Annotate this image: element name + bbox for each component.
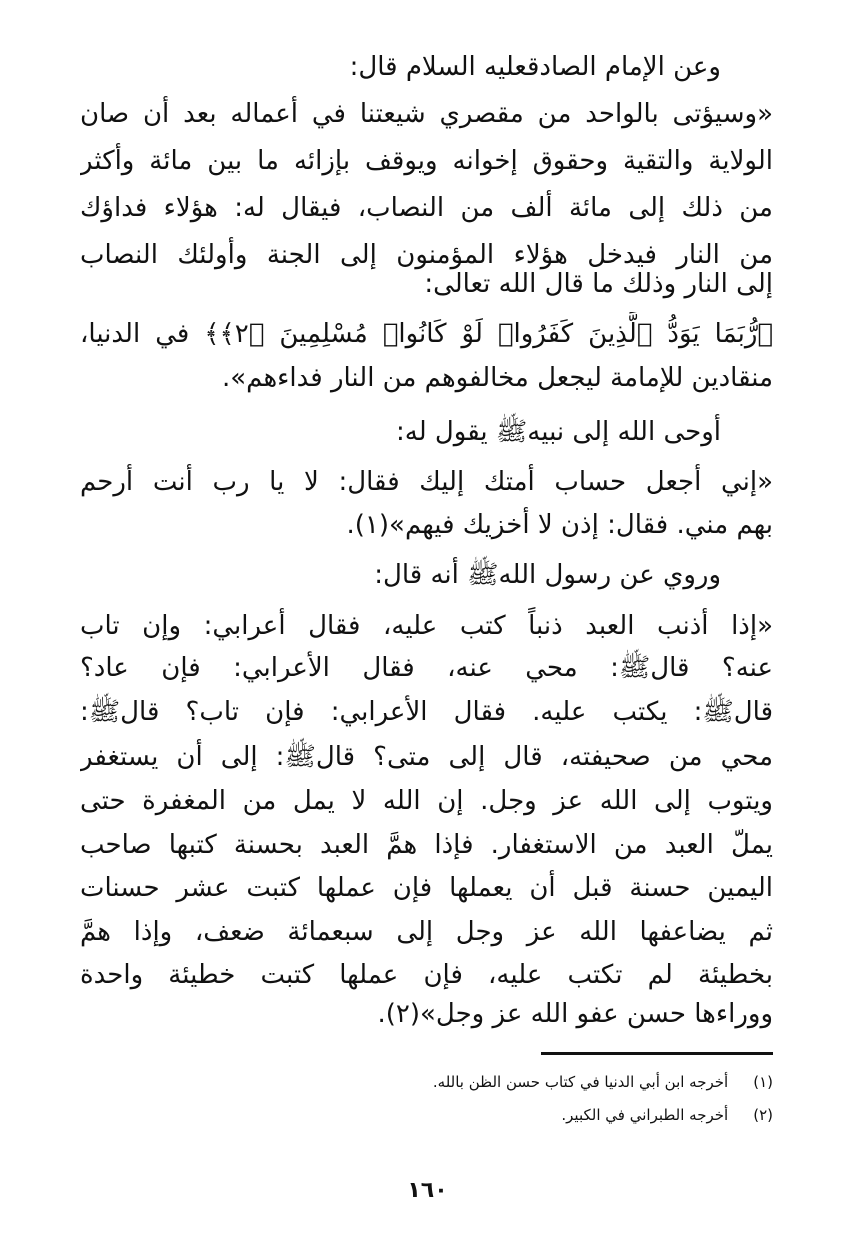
text-line: بهم مني. فقال: إذن لا أخزيك فيهم»(١). xyxy=(346,510,773,540)
footnote-1-text: أخرجه ابن أبي الدنيا في كتاب حسن الظن بالله. xyxy=(432,1073,729,1091)
footnote-2 xyxy=(200,1101,773,1129)
text-line: من النار فيدخل هؤلاء المؤمنون إلى الجنة وأولئك النصاب xyxy=(80,240,773,270)
text-line: محي من صحيفته، قال إلى متى؟ قالﷺ: إلى أن يستغفر xyxy=(80,742,773,772)
text-line-imam-sadiq-intro: وعن الإمام الصادقعليه السلام قال: xyxy=(349,52,721,82)
text-line: ووراءها حسن عفو الله عز وجل»(٢). xyxy=(377,999,773,1029)
text-line: منقادين للإمامة ليجعل مخالفوهم من النار فداءهم». xyxy=(221,363,773,393)
footnote-2-number: (٢) xyxy=(753,1106,773,1124)
text-line: «وسيؤتى بالواحد من مقصري شيعتنا في أعماله بعد أن صان xyxy=(80,99,773,129)
text-line: الولاية والتقية وحقوق إخوانه ويوقف بإزائه ما بين مائة وأكثر xyxy=(80,146,773,176)
text-line: من ذلك إلى مائة ألف من النصاب، فيقال له: هؤلاء فداؤك xyxy=(80,193,773,223)
text-line-revelation-intro: أوحى الله إلى نبيهﷺ يقول له: xyxy=(396,417,721,447)
text-line-prophet-intro: وروي عن رسول اللهﷺ أنه قال: xyxy=(374,560,721,590)
quran-verse-line: ﴿رُّبَمَا يَوَدُّ ٱلَّذِينَ كَفَرُوا۟ لَوْ كَانُوا۟ مُسْلِمِينَ ﴿٢﴾﴾ في الدنيا، xyxy=(80,319,773,349)
text-line: عنه؟ قالﷺ: محي عنه، فقال الأعرابي: فإن عاد؟ xyxy=(80,653,773,683)
text-line: ويتوب إلى الله عز وجل. إن الله لا يمل من المغفرة حتى xyxy=(80,786,773,816)
text-line: بخطيئة لم تكتب عليه، فإن عملها كتبت خطيئة واحدة xyxy=(80,960,773,990)
text-line: إلى النار وذلك ما قال الله تعالى: xyxy=(424,269,773,299)
footnote-1-number: (١) xyxy=(753,1073,773,1091)
footnote-1 xyxy=(200,1068,773,1096)
text-line: اليمين حسنة قبل أن يعملها فإن عملها كتبت عشر حسنات xyxy=(80,873,773,903)
page-number: ١٦٠ xyxy=(407,1178,448,1203)
text-line: «إني أجعل حساب أمتك إليك فقال: لا يا رب أنت أرحم xyxy=(80,467,773,497)
footnote-separator xyxy=(541,1052,773,1055)
text-line: «إذا أذنب العبد ذنباً كتب عليه، فقال أعرابي: وإن تاب xyxy=(80,611,773,641)
text-line: قالﷺ: يكتب عليه. فقال الأعرابي: فإن تاب؟ قالﷺ: xyxy=(80,697,773,727)
text-line: يملّ العبد من الاستغفار. فإذا همَّ العبد بحسنة كتبها صاحب xyxy=(80,830,773,860)
text-line: ثم يضاعفها الله عز وجل إلى سبعمائة ضعف، وإذا همَّ xyxy=(80,917,773,947)
footnote-2-text: أخرجه الطبراني في الكبير. xyxy=(561,1106,729,1124)
